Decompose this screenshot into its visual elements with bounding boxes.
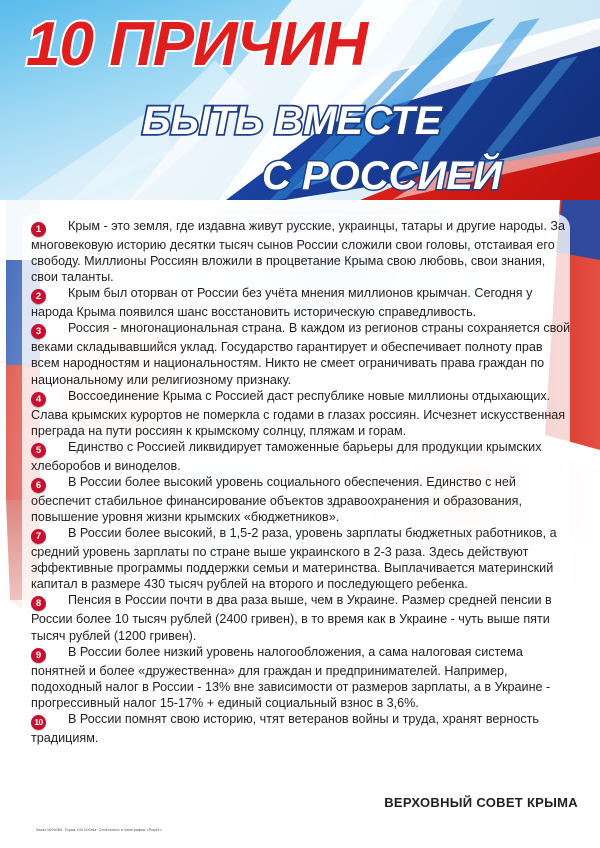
- list-item: [31, 320, 571, 387]
- reason-number-badge: 8: [31, 596, 46, 611]
- reason-text: Россия - многонациональная страна. В каждом из регионов страны сохраняется свой веками складывавшийся уклад. Государство гарантирует и обеспечивает полноту прав всем народностям и национальностям. Никто не смеет ограничивать права граждан по национальному или религиозному признаку.: [31, 321, 571, 387]
- list-item: [31, 644, 571, 711]
- issuer-signature: ВЕРХОВНЫЙ СОВЕТ КРЫМА: [384, 795, 578, 810]
- print-imprint: Заказ №99065. Тираж 100 000экз. Отпечатано в типографии «Пирет».: [36, 828, 163, 832]
- reason-text: В России более высокий, в 1,5-2 раза, уровень зарплаты бюджетных работников, а средний уровень зарплаты по стране выше украинского в 2-3 раза. Здесь действуют эффективные программы поддержки семьи и материнства. Выплачивается материнский капитал в размере 430 тысяч рублей на второго и последующего ребенка.: [31, 526, 557, 592]
- list-item: [31, 218, 571, 285]
- reasons-list: [31, 218, 571, 746]
- title-line-3: С РОССИЕЙ: [262, 154, 502, 198]
- list-item: [31, 285, 571, 320]
- reason-text: Единство с Россией ликвидирует таможенные барьеры для продукции крымских хлеборобов и виноделов.: [31, 439, 542, 473]
- reason-number-badge: 9: [31, 648, 46, 663]
- poster-title-block: [0, 0, 600, 212]
- title-line-1: 10 ПРИЧИН: [26, 10, 367, 79]
- reason-text: Крым был оторван от России без учёта мнения миллионов крымчан. Сегодня у народа Крыма появился шанс восстановить историческую справедливость.: [31, 286, 533, 320]
- reason-number-badge: 2: [31, 289, 46, 304]
- poster-header: [0, 0, 600, 212]
- reason-number-badge: 7: [31, 529, 46, 544]
- reason-number-badge: 6: [31, 478, 46, 493]
- list-item: [31, 592, 571, 643]
- reason-number-badge: 1: [31, 222, 46, 237]
- list-item: [31, 711, 571, 746]
- reason-text: В России более низкий уровень налогообложения, а сама налоговая система понятней и более «дружественна» для граждан и предпринимателей. Например, подоходный налог в России - 13% вне зависимости от размеров зарплаты, а в Украине - прогрессивный налог 15-17% + единый социальный взнос в 3,6%.: [31, 644, 551, 710]
- reason-text: Воссоединение Крыма с Россией даст республике новые миллионы отдыхающих. Слава крымских курортов не померкла с годами в глазах россиян. Исчезнет искусственная преграда на пути россиян к крымскому солнцу, пляжам и горам.: [31, 388, 566, 438]
- list-item: [31, 388, 571, 439]
- title-line-2: БЫТЬ ВМЕСТЕ: [142, 99, 442, 143]
- reason-number-badge: 10: [31, 715, 46, 730]
- reason-text: В России помнят свою историю, чтят ветеранов войны и труда, хранят верность традициям.: [31, 711, 539, 745]
- reason-number-badge: 4: [31, 392, 46, 407]
- reason-text: Пенсия в России почти в два раза выше, чем в Украине. Размер средней пенсии в России более 10 тысяч рублей (2400 гривен), в то время как в Украине - чуть выше пяти тысяч рублей (1200 гривен).: [31, 593, 552, 643]
- list-item: [31, 525, 571, 592]
- list-item: [31, 439, 571, 474]
- reason-text: В России более высокий уровень социального обеспечения. Единство с ней обеспечит стабильное финансирование объектов здравоохранения и образования, повышение уровня жизни крымских «бюджетников».: [31, 474, 522, 525]
- reason-number-badge: 5: [31, 443, 46, 458]
- list-item: [31, 474, 571, 525]
- reason-number-badge: 3: [31, 324, 46, 339]
- reason-text: Крым - это земля, где издавна живут русские, украинцы, татары и другие народы. За многовековую историю десятки тысяч сынов России сложили свои головы, отстаивая его свободу. Миллионы Россиян вложили в процветание Крыма свою любовь, свои знания, свои таланты.: [31, 219, 565, 285]
